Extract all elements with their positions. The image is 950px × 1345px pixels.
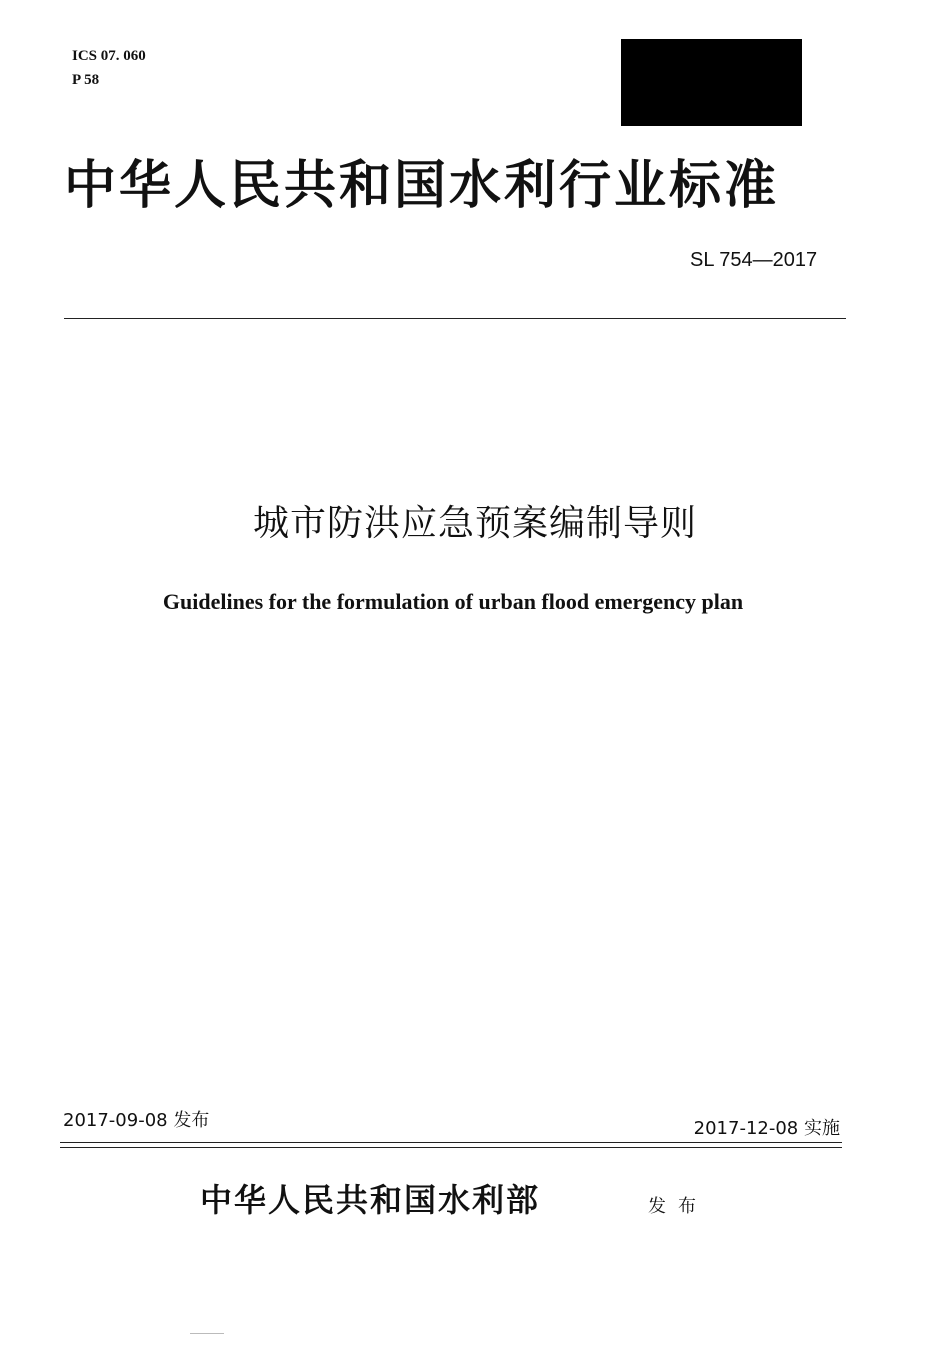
document-title-chinese: 城市防洪应急预案编制导则 xyxy=(252,503,697,544)
bottom-divider xyxy=(60,1142,842,1148)
ics-code: ICS 07. 060 xyxy=(72,48,146,64)
redaction-block xyxy=(621,39,802,126)
classification-code: P 58 xyxy=(72,72,100,88)
publisher-name: 中华人民共和国水利部 xyxy=(200,1181,541,1219)
document-title-english: Guidelines for the formulation of urban flood emergency plan xyxy=(162,589,744,614)
issue-date: 2017-09-08 发布 xyxy=(63,1110,210,1131)
org-title: 中华人民共和国水利行业标准 xyxy=(64,155,780,216)
scan-artifact-line xyxy=(190,1333,224,1334)
publish-label: 发布 xyxy=(648,1196,708,1217)
top-divider xyxy=(64,318,846,319)
standard-number: SL 754—2017 xyxy=(690,249,818,271)
implementation-date: 2017-12-08 实施 xyxy=(693,1118,840,1139)
